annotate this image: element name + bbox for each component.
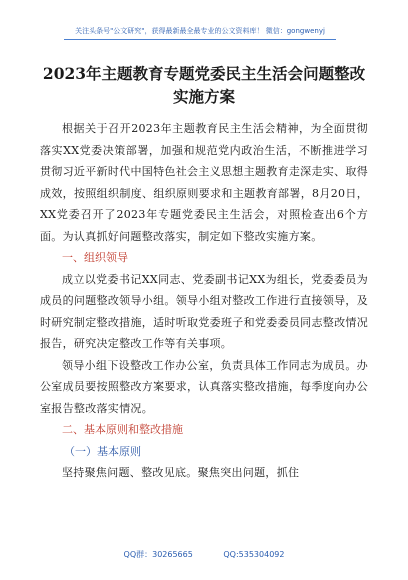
section-2-subheading-1: （一）基本原则	[64, 444, 141, 458]
intro-paragraph: 根据关于召开2023年主题教育民主生活会精神，为全面贯彻落实XX党委决策部署，加强和规范党内政治生活，不断推进学习贯彻习近平新时代中国特色社会主义思想主题教育走深走实、取得成效，按照组织制度、组织原则要求和主题教育部署，8月20日，XX党委召开了2023年专题党委民主生活会，对照检查出6个方面。为认真抓好问题整改落实，制定如下整改实施方案。	[40, 122, 368, 243]
footer-qq: QQ:535304092	[223, 550, 285, 559]
section-1-paragraph-1: 成立以党委书记XX同志、党委副书记XX为组长，党委委员为成员的问题整改领导小组。领导小组对整改工作进行直接领导，及时研究制定整改措施，适时听取党委班子和党委委员同志整改情况报告，研究决定整改工作等有关事项。	[40, 272, 368, 350]
header-banner: 关注头条号"公文研究"，获得最新最全最专业的公文资料库！ 微信：gongwenyj	[64, 24, 336, 40]
footer	[0, 549, 408, 560]
section-2-paragraph-1: 坚持聚焦问题、整改见底。聚焦突出问题，抓住	[62, 466, 300, 479]
section-2-heading: 二、基本原则和整改措施	[62, 423, 183, 436]
section-1-paragraph-2: 领导小组下设整改工作办公室，负责具体工作同志为成员。办公室成员要按照整改方案要求，认真落实整改措施，每季度向办公室报告整改落实情况。	[40, 358, 368, 415]
section-1-heading: 一、组织领导	[62, 251, 128, 264]
document-body	[40, 118, 368, 484]
footer-qq-group: QQ群：30265665	[123, 550, 193, 559]
document-title: 2023年主题教育专题党委民主生活会问题整改实施方案	[42, 64, 366, 106]
